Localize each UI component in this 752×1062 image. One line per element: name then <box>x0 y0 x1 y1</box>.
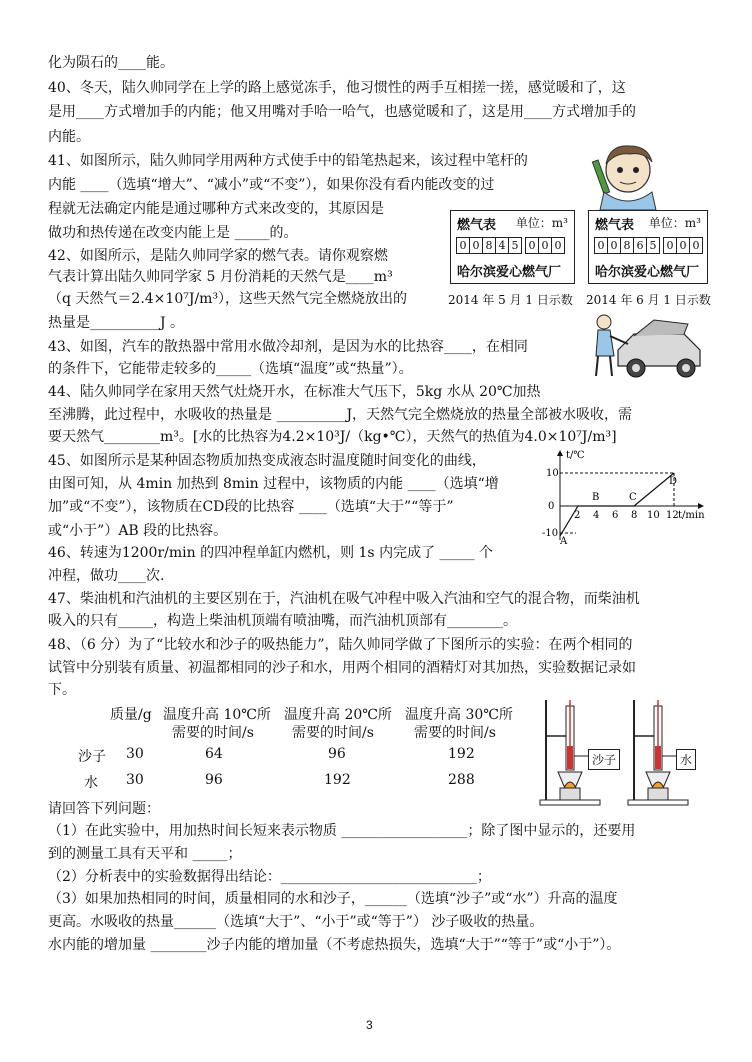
line-1: 化为陨石的____能。 <box>48 55 174 71</box>
x-tick-label: 10 <box>647 510 660 521</box>
temperature-time-graph <box>538 448 710 546</box>
y-axis-arrow <box>557 450 563 456</box>
heating-curve <box>560 473 674 536</box>
y-tick-label: 0 <box>548 501 555 512</box>
q44-line-2: 至沸腾，此过程中，水吸收的热量是 __________J，天然气完全燃烧放的热量全部被水吸收，需 <box>48 407 633 423</box>
x-ticks <box>574 510 679 521</box>
y-tick-label: 10 <box>546 468 559 479</box>
q48-prompt: 请回答下列问题： <box>48 801 160 817</box>
x-axis-arrow <box>698 503 704 509</box>
meter-title: 燃气表 <box>457 218 497 233</box>
meter-digit: 8 <box>620 237 634 254</box>
q43-line-2: 的条件下，它能带走较多的_____（选填“温度”或“热量”）。 <box>48 361 413 377</box>
q48-sub2: （2）分析表中的实验数据得出结论：____________________________； <box>48 869 491 885</box>
x-tick-label: 2 <box>574 510 581 521</box>
sand-label: 沙子 <box>588 749 620 770</box>
table-cell: 96 <box>328 746 346 762</box>
q43-line-1: 43、如图，汽车的散热器中常用水做冷却剂，是因为水的比热容____，在相同 <box>48 339 528 355</box>
q42-line-4: 热量是__________J 。 <box>48 315 185 331</box>
meter-digit: 0 <box>525 237 539 254</box>
meter-digits <box>456 237 564 254</box>
point-label-a: A <box>560 536 568 546</box>
meter-digit: 0 <box>469 237 483 254</box>
q44-line-1: 44、陆久帅同学在家用天然气灶烧开水，在标准大气压下，5kg 水从 20℃加热 <box>48 384 541 400</box>
q41-line-4: 做功和热传递在改变内能上是 _____的。 <box>48 225 298 241</box>
q45-line-2: 由图可知，从 4min 加热到 8min 过程中，该物质的内能 ____（选填“增 <box>48 476 499 492</box>
q46-line-1: 46、转速为1200r/min 的四冲程单缸内燃机，则 1s 内完成了 _____ 个 <box>48 545 493 561</box>
table-subheader-t20: 需要的时间/s <box>292 725 374 741</box>
q48-sub3-line-1: （3）如果加热相同的时间，质量相同的水和沙子，______（选填“沙子”或“水”）升高的温度 <box>48 891 618 907</box>
q48-line-3: 下。 <box>48 682 76 698</box>
meter-unit: 单位：m³ <box>515 216 568 230</box>
q42-line-3: （q 天然气＝2.4×10⁷J/m³），这些天然气完全燃烧放出的 <box>48 291 408 307</box>
meter-digit: 0 <box>689 237 703 254</box>
meter-digits <box>594 237 702 254</box>
x-tick-label: 6 <box>612 510 619 521</box>
q48-sub3-line-2: 更高。水吸收的热量______（选填“大于”、“小于”或“等于”） 沙子吸收的热量。 <box>48 914 544 930</box>
q48-sub3-line-3: 水内能的增加量 ________沙子内能的增加量（不考虑热损失，选填“大于”“等于”或“小于”）。 <box>48 937 621 953</box>
point-label-d: D <box>669 476 678 487</box>
meter-digit: 8 <box>482 237 496 254</box>
q40-line-3: 内能。 <box>48 129 90 145</box>
meter-digit: 4 <box>495 237 509 254</box>
q45-line-3: 加”或“不变”），该物质在CD段的比热容 ____（选填“大于”“等于” <box>48 499 454 515</box>
meter-caption-june: 2014 年 6 月 1 日示数 <box>586 293 711 307</box>
meter-digit: 0 <box>594 237 608 254</box>
table-cell: 288 <box>448 772 475 788</box>
q48-line-1: 48、（6 分）为了“比较水和沙子的吸热能力”，陆久帅同学做了下图所示的实验：在两个相同的 <box>48 637 633 653</box>
table-header-t30: 温度升高 30℃所 <box>405 707 513 723</box>
q48-sub1-line-1: （1）在此实验中，用加热时间长短来表示物质 __________________；除了图中显示的，还要用 <box>48 823 636 839</box>
table-header-t20: 温度升高 20℃所 <box>284 707 392 723</box>
boy-with-pencil-illustration <box>590 140 670 210</box>
q46-line-2: 冲程，做功____次. <box>48 568 165 584</box>
table-cell: 64 <box>205 746 223 762</box>
x-axis-label: t/min <box>678 510 705 521</box>
y-axis-label: t/℃ <box>566 450 585 461</box>
q47-line-1: 47、柴油机和汽油机的主要区别在于，汽油机在吸气冲程中吸入汽油和空气的混合物，而柴油机 <box>48 591 640 607</box>
gas-meter-may <box>450 210 575 284</box>
point-label-b: B <box>592 492 600 503</box>
table-row-name: 沙子 <box>78 749 106 765</box>
q41-line-2: 内能 ____（选填“增大”、“减小”或“不变”），如果你没有看内能改变的过 <box>48 177 495 193</box>
y-tick-label: -10 <box>542 528 559 539</box>
meter-digit: 5 <box>508 237 522 254</box>
x-tick-label: 12 <box>666 510 679 521</box>
meter-digit: 0 <box>676 237 690 254</box>
meter-caption-may: 2014 年 5 月 1 日示数 <box>448 293 573 307</box>
point-label-c: C <box>629 492 637 503</box>
meter-digit: 0 <box>538 237 552 254</box>
q42-line-1: 42、如图所示，是陆久帅同学家的燃气表。请你观察燃 <box>48 248 388 264</box>
car-radiator-illustration <box>588 310 706 380</box>
table-cell: 192 <box>448 746 475 762</box>
meter-digit: 6 <box>633 237 647 254</box>
meter-maker: 哈尔滨爱心燃气厂 <box>595 265 700 280</box>
table-subheader-t10: 需要的时间/s <box>172 725 254 741</box>
meter-unit: 单位：m³ <box>648 216 701 230</box>
table-cell: 96 <box>205 772 223 788</box>
water-label: 水 <box>676 749 696 770</box>
meter-title: 燃气表 <box>595 218 635 233</box>
table-cell: 192 <box>324 772 351 788</box>
table-cell: 30 <box>126 772 144 788</box>
gas-meter-june <box>588 210 708 284</box>
table-subheader-t30: 需要的时间/s <box>414 725 496 741</box>
x-tick-label: 8 <box>631 510 638 521</box>
x-tick-label: 4 <box>593 510 600 521</box>
table-cell: 30 <box>126 746 144 762</box>
q45-line-1: 45、如图所示是某种固态物质加热变成液态时温度随时间变化的曲线， <box>48 453 486 469</box>
q40-line-2: 是用____方式增加手的内能；他又用嘴对手哈一哈气，也感觉暖和了，这是用____方式增加手的 <box>48 104 636 120</box>
meter-digit: 5 <box>646 237 660 254</box>
q44-line-3: 要天然气________m³。[水的比热容为4.2×10³J/（kg•℃），天然气的热值为4.0×10⁷J/m³] <box>48 429 617 445</box>
page-number: 3 <box>366 1018 373 1032</box>
q42-line-2: 气表计算出陆久帅同学家 5 月份消耗的天然气是____m³ <box>48 269 393 285</box>
meter-digit: 0 <box>551 237 565 254</box>
q41-line-1: 41、如图所示，陆久帅同学用两种方式使手中的铅笔热起来，该过程中笔杆的 <box>48 153 528 169</box>
table-header-mass: 质量/g <box>110 707 152 723</box>
meter-digit: 0 <box>663 237 677 254</box>
q40-line-1: 40、冬天，陆久帅同学在上学的路上感觉冻手，他习惯性的两手互相搓一搓，感觉暖和了，这 <box>48 80 626 96</box>
table-row-name: 水 <box>84 775 98 791</box>
meter-maker: 哈尔滨爱心燃气厂 <box>457 265 562 280</box>
meter-digit: 0 <box>456 237 470 254</box>
meter-digit: 0 <box>607 237 621 254</box>
table-header-t10: 温度升高 10℃所 <box>163 707 271 723</box>
q48-line-2: 试管中分别装有质量、初温都相同的沙子和水，用两个相同的酒精灯对其加热，实验数据记录如 <box>48 660 636 676</box>
q48-sub1-line-2: 到的测量工具有天平和 _____； <box>48 846 242 862</box>
q45-line-4: 或“小于”）AB 段的比热容。 <box>48 523 228 539</box>
q47-line-2: 吸入的只有_____，构造上柴油机顶端有喷油嘴，而汽油机顶部有________。 <box>48 613 517 629</box>
q41-line-3: 程就无法确定内能是通过哪种方式来改变的，其原因是 <box>48 201 384 217</box>
